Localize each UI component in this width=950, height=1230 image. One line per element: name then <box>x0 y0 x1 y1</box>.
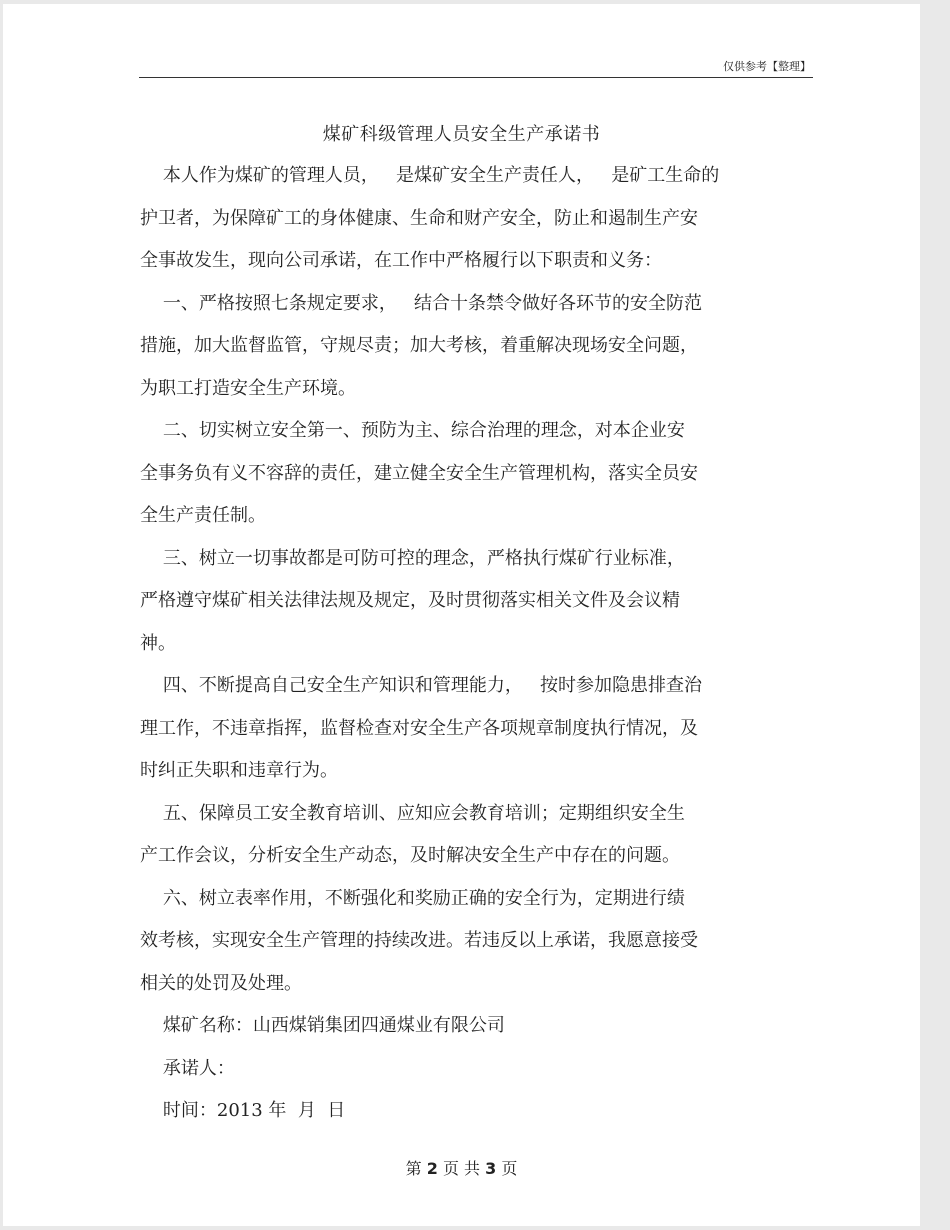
body-line: 为职工打造安全生产环境。 <box>140 377 356 399</box>
promisor-line: 承诺人： <box>140 1057 235 1079</box>
page-footer <box>3 1156 920 1179</box>
body-line: 五、保障员工安全教育培训、应知应会教育培训；定期组织安全生 <box>140 802 685 824</box>
body-line: 措施，加大监督监管，守规尽责；加大考核，着重解决现场安全问题， <box>140 335 698 356</box>
body-line: 效考核，实现安全生产管理的持续改进。若违反以上承诺，我愿意接受 <box>140 930 698 951</box>
body-line: 理工作，不违章指挥，监督检查对安全生产各项规章制度执行情况，及 <box>140 717 698 739</box>
body-line: 二、切实树立安全第一、预防为主、综合治理的理念，对本企业安 <box>140 420 685 441</box>
body-line: 三、树立一切事故都是可防可控的理念，严格执行煤矿行业标准， <box>140 547 685 569</box>
footer-prefix: 第 <box>405 1159 422 1178</box>
body-line: 神。 <box>140 632 176 654</box>
body-line: 产工作会议，分析安全生产动态，及时解决安全生产中存在的问题。 <box>140 845 680 866</box>
body-line: 全生产责任制。 <box>140 505 266 526</box>
body-line: 全事故发生，现向公司承诺，在工作中严格履行以下职责和义务： <box>140 250 662 271</box>
body-line: 相关的处罚及处理。 <box>140 972 302 994</box>
body-line: 全事务负有义不容辞的责任，建立健全安全生产管理机构，落实全员安 <box>140 462 698 484</box>
body-line: 一、严格按照七条规定要求， 结合十条禁令做好各环节的安全防范 <box>140 292 703 314</box>
body-line: 本人作为煤矿的管理人员， 是煤矿安全生产责任人， 是矿工生命的 <box>140 165 720 186</box>
body-line: 六、树立表率作用，不断强化和奖励正确的安全行为，定期进行绩 <box>140 887 685 909</box>
document-page <box>3 4 920 1226</box>
header-rule <box>139 77 813 78</box>
footer-middle: 页 共 <box>442 1159 481 1178</box>
document-body <box>140 155 820 1133</box>
current-page-number: 2 <box>426 1159 438 1178</box>
body-line: 时纠正失职和违章行为。 <box>140 760 338 781</box>
date-line: 时间：2013 年 月 日 <box>140 1100 346 1121</box>
body-line: 严格遵守煤矿相关法律法规及规定，及时贯彻落实相关文件及会议精 <box>140 590 680 611</box>
total-page-number: 3 <box>485 1159 497 1178</box>
mine-name-line: 煤矿名称：山西煤销集团四通煤业有限公司 <box>140 1015 505 1036</box>
footer-suffix: 页 <box>501 1159 518 1178</box>
document-title: 煤矿科级管理人员安全生产承诺书 <box>322 124 601 145</box>
body-line: 护卫者，为保障矿工的身体健康、生命和财产安全，防止和遏制生产安 <box>140 207 698 229</box>
header-note: 仅供参考【整理】 <box>723 60 811 73</box>
body-line: 四、不断提高自己安全生产知识和管理能力， 按时参加隐患排查治 <box>140 675 703 696</box>
